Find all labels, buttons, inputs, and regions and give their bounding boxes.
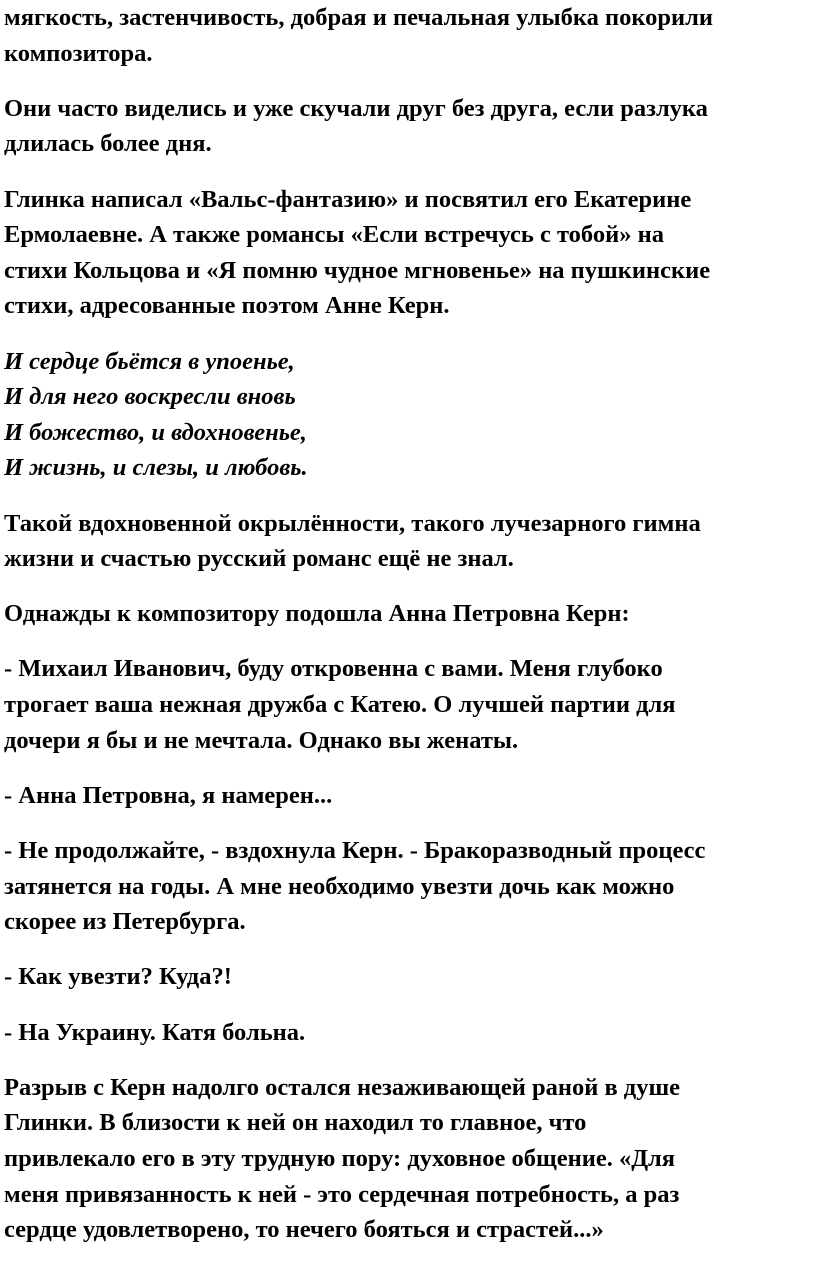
paragraph (4, 959, 812, 995)
text-line: Такой вдохновенной окрылённости, такого лучезарного гимна (4, 509, 701, 537)
text-line: сердце удовлетворено, то нечего бояться и страстей...» (4, 1216, 604, 1244)
paragraph-spacer (4, 162, 812, 182)
paragraph (4, 0, 812, 71)
text-line: трогает ваша нежная дружба с Катею. О лучшей партии для (4, 691, 676, 719)
paragraph-spacer (4, 1050, 812, 1070)
paragraph (4, 778, 812, 814)
text-line: Ермолаевне. А также романсы «Если встречусь с тобой» на (4, 221, 664, 249)
text-line: дочери я бы и не мечтала. Однако вы женаты. (4, 726, 519, 754)
paragraph-spacer (4, 577, 812, 597)
paragraph-spacer (4, 324, 812, 344)
text-line: Однажды к композитору подошла Анна Петровна Керн: (4, 600, 630, 628)
text-line: Глинка написал «Вальс-фантазию» и посвятил его Екатерине (4, 185, 692, 213)
text-line: Разрыв с Керн надолго остался незаживающей раной в душе (4, 1073, 680, 1101)
paragraph-spacer (4, 813, 812, 833)
text-line: - Михаил Иванович, буду откровенна с вами. Меня глубоко (4, 655, 663, 683)
text-line: Глинки. В близости к ней он находил то главное, что (4, 1109, 587, 1137)
poem-line: И сердце бьётся в упоенье, (4, 347, 295, 375)
paragraph-spacer (4, 71, 812, 91)
paragraph (4, 833, 812, 940)
poem-line: И божество, и вдохновенье, (4, 418, 307, 446)
text-line: - На Украину. Катя больна. (4, 1018, 306, 1046)
paragraph (4, 596, 812, 632)
paragraph-spacer (4, 995, 812, 1015)
paragraph-spacer (4, 632, 812, 652)
text-line: скорее из Петербурга. (4, 908, 246, 936)
paragraph (4, 1015, 812, 1051)
text-line: привлекало его в эту трудную пору: духовное общение. «Для (4, 1144, 676, 1172)
paragraph-spacer (4, 940, 812, 960)
text-line: меня привязанность к ней - это сердечная потребность, а раз (4, 1180, 680, 1208)
text-line: жизни и счастью русский романс ещё не знал. (4, 545, 514, 573)
paragraph-spacer (4, 758, 812, 778)
paragraph (4, 91, 812, 162)
text-line: длилась более дня. (4, 130, 212, 158)
document-body (4, 0, 812, 1248)
text-line: Они часто виделись и уже скучали друг без друга, если разлука (4, 94, 708, 122)
text-line: мягкость, застенчивость, добрая и печальная улыбка покорили (4, 4, 713, 31)
paragraph-spacer (4, 486, 812, 506)
paragraph (4, 506, 812, 577)
text-line: стихи Кольцова и «Я помню чудное мгновенье» на пушкинские (4, 256, 711, 284)
text-line: стихи, адресованные поэтом Анне Керн. (4, 292, 450, 320)
poem-line: И для него воскресли вновь (4, 383, 296, 411)
text-line: - Анна Петровна, я намерен... (4, 781, 333, 809)
text-line: - Как увезти? Куда?! (4, 963, 232, 991)
paragraph (4, 1070, 812, 1248)
text-line: - Не продолжайте, - вздохнула Керн. - Бракоразводный процесс (4, 837, 706, 865)
poem-stanza (4, 344, 812, 486)
paragraph (4, 182, 812, 324)
poem-line: И жизнь, и слезы, и любовь. (4, 454, 308, 482)
paragraph (4, 651, 812, 758)
text-line: затянется на годы. А мне необходимо увезти дочь как можно (4, 872, 675, 900)
text-line: композитора. (4, 39, 153, 67)
